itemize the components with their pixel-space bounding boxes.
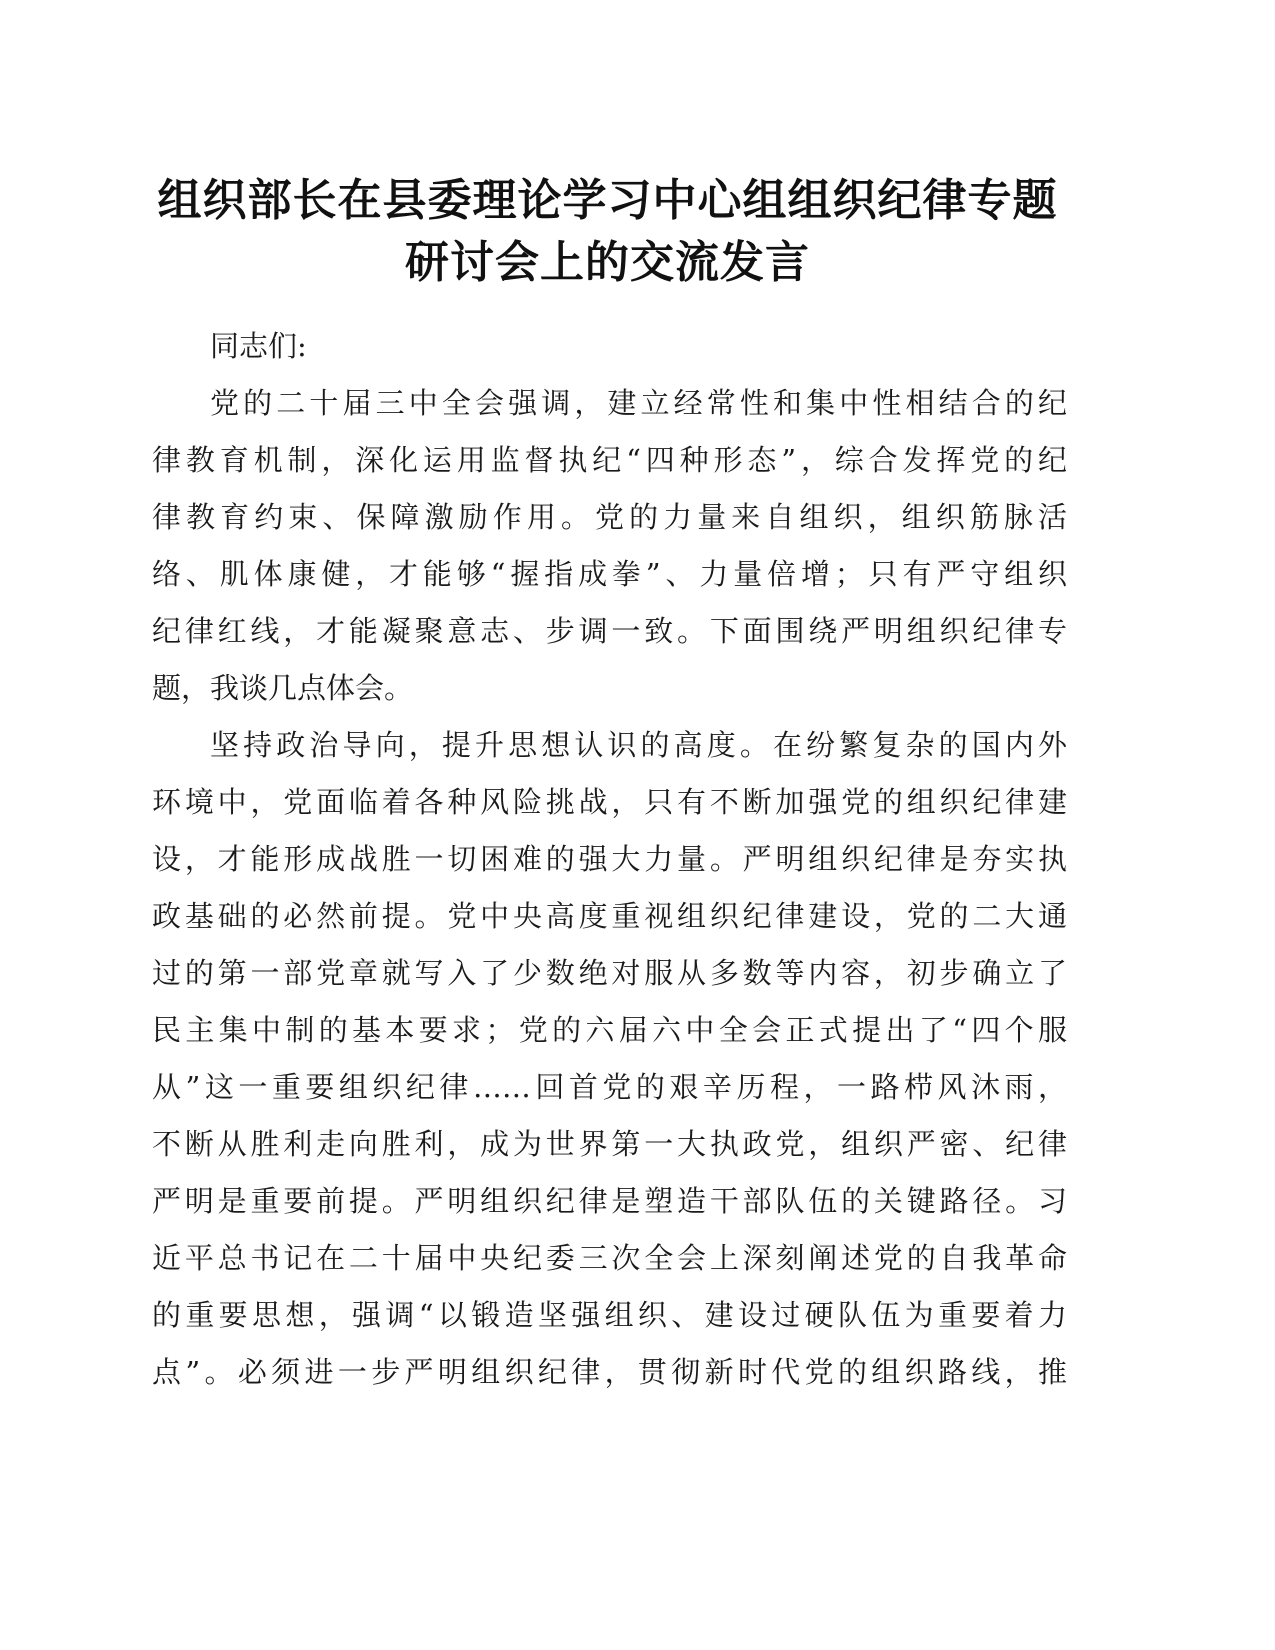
paragraph-line: 不断从胜利走向胜利，成为世界第一大执政党，组织严密、纪律 [152, 1127, 1067, 1161]
paragraph-line: 点”。必须进一步严明组织纪律，贯彻新时代党的组织路线，推 [152, 1355, 1067, 1389]
title-line: 组织部长在县委理论学习中心组组织纪律专题 [157, 175, 1058, 226]
paragraph-line: 律教育约束、保障激励作用。党的力量来自组织，组织筋脉活 [152, 500, 1067, 534]
title-line: 研讨会上的交流发言 [405, 237, 810, 288]
paragraph-line: 坚持政治导向，提升思想认识的高度。在纷繁复杂的国内外 [210, 728, 1067, 762]
paragraph-line: 党的二十届三中全会强调，建立经常性和集中性相结合的纪 [210, 386, 1067, 420]
paragraph-line: 民主集中制的基本要求；党的六届六中全会正式提出了“四个服 [152, 1013, 1067, 1047]
salutation: 同志们: [210, 329, 307, 363]
paragraph-line: 严明是重要前提。严明组织纪律是塑造干部队伍的关键路径。习 [152, 1184, 1067, 1218]
paragraph-line: 环境中，党面临着各种风险挑战，只有不断加强党的组织纪律建 [152, 785, 1067, 819]
paragraph-line: 纪律红线，才能凝聚意志、步调一致。下面围绕严明组织纪律专 [152, 614, 1067, 648]
paragraph-line: 题，我谈几点体会。 [152, 671, 414, 705]
document-title [150, 170, 1065, 294]
paragraph-line: 近平总书记在二十届中央纪委三次全会上深刻阐述党的自我革命 [152, 1241, 1067, 1275]
paragraph-line: 设，才能形成战胜一切困难的强大力量。严明组织纪律是夯实执 [152, 842, 1067, 876]
paragraph-line: 政基础的必然前提。党中央高度重视组织纪律建设，党的二大通 [152, 899, 1067, 933]
paragraph-line: 过的第一部党章就写入了少数绝对服从多数等内容，初步确立了 [152, 956, 1067, 990]
paragraph-line: 律教育机制，深化运用监督执纪“四种形态”，综合发挥党的纪 [152, 443, 1067, 477]
document-body [152, 318, 1067, 1401]
paragraph-line: 从”这一重要组织纪律……回首党的艰辛历程，一路栉风沐雨， [152, 1070, 1067, 1104]
paragraph-line: 的重要思想，强调“以锻造坚强组织、建设过硬队伍为重要着力 [152, 1298, 1067, 1332]
paragraph-line: 络、肌体康健，才能够“握指成拳”、力量倍增；只有严守组织 [152, 557, 1067, 591]
